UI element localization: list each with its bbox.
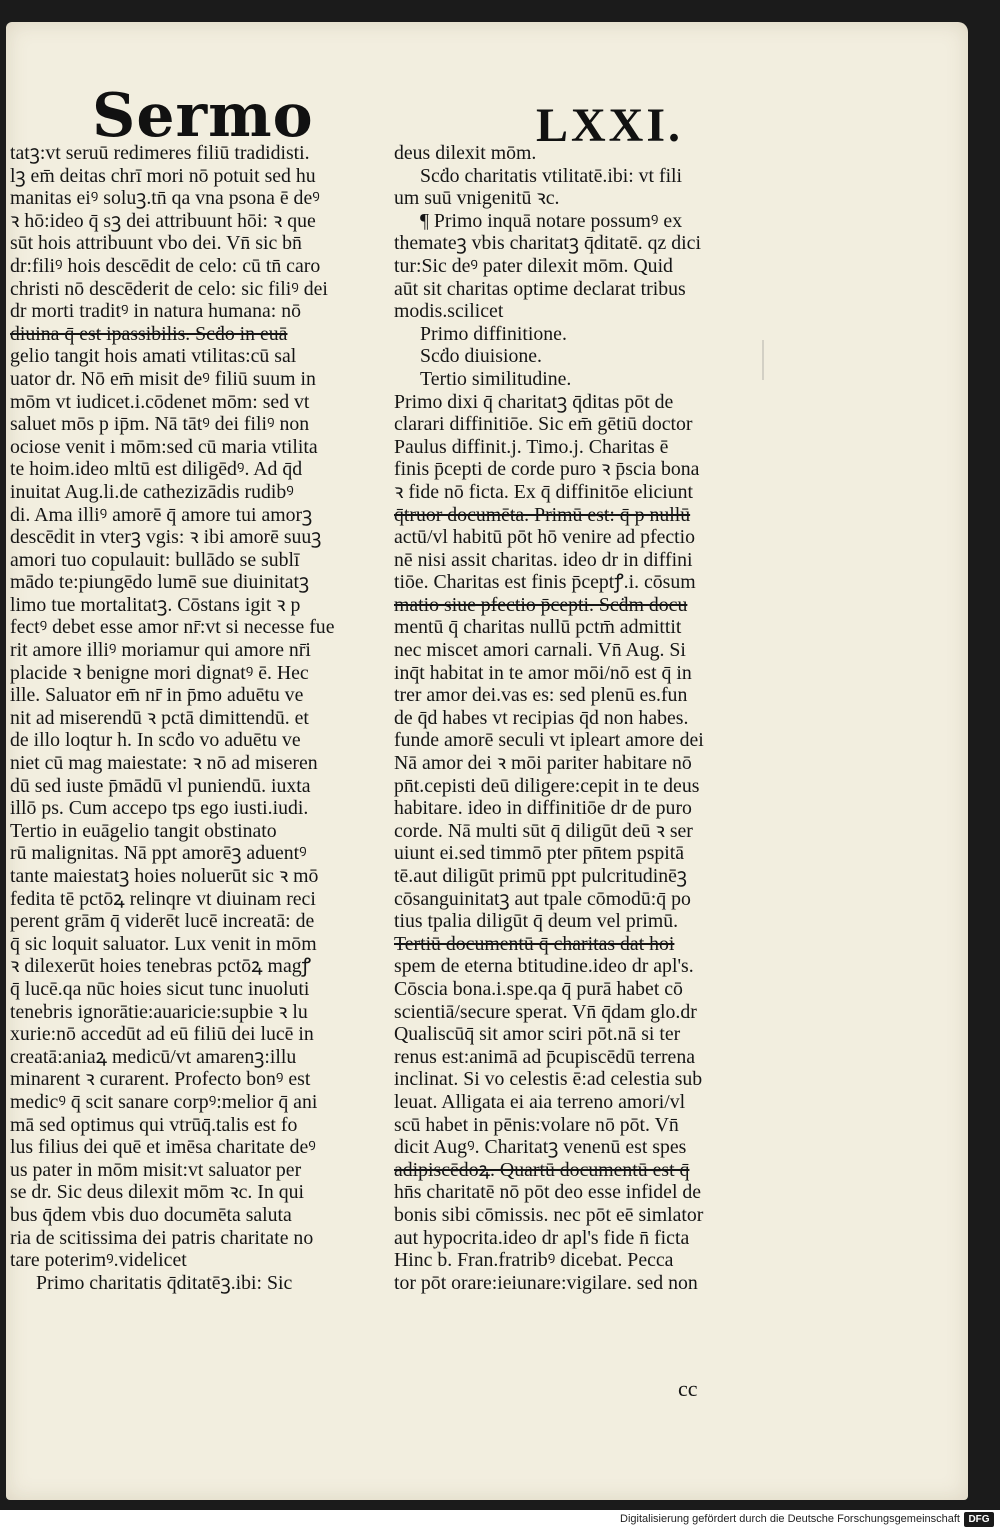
text-line: descēdit in vterꝫ vgis: ꝛ ibi amorē suuꝫ — [10, 526, 322, 549]
text-line: saluet mōs p ip̄m. Nā tātꝰ dei filiꝰ non — [10, 413, 310, 436]
book-page — [6, 22, 968, 1500]
text-line: modis.scilicet — [394, 300, 504, 323]
text-line: Primo charitatis q̄ditatēꝫ.ibi: Sic — [36, 1271, 293, 1294]
text-line: inuitat Aug.li.de cathezizādis rudibꝰ — [10, 480, 294, 503]
text-line: limo tue mortalitatꝫ. Cōstans igit ꝛ p — [10, 593, 301, 616]
page-header — [6, 22, 968, 152]
text-line: actū/vl habitū pōt hō venire ad pfectio — [394, 526, 696, 549]
text-line: christi nō descēderit de celo: sic filiꝰ dei — [10, 277, 328, 300]
text-line: amori tuo copulauit: bullādo se sublī — [10, 548, 300, 571]
text-line: Cōscia bona.i.spe.qa q̄ purā habet cō — [394, 977, 683, 1000]
text-line: Scḋo diuisione. — [420, 345, 542, 368]
text-line: nē nisi assit charitas. ideo dr in diffini — [394, 548, 693, 571]
page-footer — [0, 1510, 1000, 1531]
text-line: se dr. Sic deus dilexit mōm ꝛc. In qui — [10, 1181, 304, 1204]
text-line: q̄ lucē.qa nūc hoies sicut tunc inuoluti — [10, 977, 310, 1000]
text-line: renus est:animā ad p̄cupiscēdū terrena — [394, 1045, 695, 1068]
text-line: nec miscet amori carnali. Vn̄ Aug. Si — [394, 639, 686, 662]
text-line: spem de eterna btitudine.ideo dr apl's. — [394, 955, 694, 978]
text-line: Tertio in euāgelio tangit obstinato — [10, 819, 277, 842]
text-line: Tertio similitudine. — [420, 367, 572, 390]
text-line: tur:Sic deꝰ pater dilexit mōm. Quid — [394, 254, 673, 277]
text-line: minarent ꝛ curarent. Profecto bonꝰ est — [10, 1068, 311, 1091]
dfg-logo: DFG — [964, 1512, 994, 1527]
text-line: ille. Saluator em̄ nr̄ in p̄mo aduētu ve — [10, 684, 304, 707]
folio-number: LXXI. — [536, 99, 684, 152]
text-line: q̄truor documēta. Primū est: q̄ p nullū — [394, 503, 691, 526]
text-line: niet cū mag maiestate: ꝛ nō ad miseren — [10, 752, 318, 775]
text-line: ꝛ dilexerūt hoies tenebras pctōꝝ magꝭ — [10, 955, 311, 978]
text-line: deus dilexit mōm. — [394, 142, 537, 164]
text-line: rū malignitas. Nā ppt amorēꝫ aduentꝰ — [10, 842, 307, 865]
text-line: creatā:aniaꝝ medicū/vt amarenꝫ:illu — [10, 1045, 297, 1068]
text-line: aut hypocrita.ideo dr apl's fide n̄ ficta — [394, 1226, 690, 1249]
text-line: aūt sit charitas optime declarat tribus — [394, 277, 686, 300]
text-line: Qualiscūq̄ sit amor sciri pōt.nā si ter — [394, 1023, 681, 1046]
text-line: sūt hois attribuunt vbo dei. Vn̄ sic bn̄ — [10, 232, 302, 255]
text-line: funde amorē seculi vt ipleart amore dei — [394, 729, 704, 752]
text-line: tatꝫ:vt seruū redimeres filiū tradidisti. — [10, 142, 310, 164]
digitization-credit: Digitalisierung gefördert durch die Deutsche Forschungsgemeinschaft — [620, 1513, 960, 1525]
text-line: ꝛ fide nō ficta. Ex q̄ diffinitōe eliciunt — [394, 480, 694, 503]
signature-mark: cc — [678, 1376, 698, 1401]
text-line: inclinat. Si vo celestis ē:ad celestia sub — [394, 1068, 703, 1091]
text-line: scū habet in pēnis:volare nō pōt. Vn̄ — [394, 1113, 679, 1136]
text-line: di. Ama illiꝰ amorē q̄ amore tui amorꝫ — [10, 503, 313, 526]
text-line: rit amore illiꝰ moriamur qui amore nr̄i — [10, 639, 311, 662]
text-line: Primo diffinitione. — [420, 322, 567, 345]
text-line: finis p̄cepti de corde puro ꝛ p̄scia bona — [394, 458, 700, 481]
text-line: uiunt ei.sed timmō pter pn̄tem pspitā — [394, 842, 685, 865]
text-line: clarari diffinitiōe. Sic em̄ gētiū doctor — [394, 413, 693, 436]
text-line: Paulus diffinit.j. Timo.j. Charitas ē — [394, 435, 669, 458]
text-line: us pater in mōm misit:vt saluator per — [10, 1158, 302, 1181]
text-line: dr morti traditꝰ in natura humana: nō — [10, 300, 302, 323]
text-line: perent grām q̄ viderēt lucē increatā: de — [10, 910, 315, 933]
text-line: manitas eiꝰ soluꝫ.tn̄ qa vna psona ē deꝰ — [10, 187, 320, 210]
text-line: leuat. Alligata ei aia terreno amori/vl — [394, 1090, 686, 1113]
text-line: tare poterimꝰ.videlicet — [10, 1249, 187, 1272]
text-line: trer amor dei.vas es: sed plenū es.fun — [394, 684, 688, 707]
text-line: ¶ Primo inquā notare possumꝰ ex — [420, 209, 683, 232]
text-line: mentū q̄ charitas nullū pctm̄ admittit — [394, 616, 682, 639]
text-line: cōsanguinitatꝫ aut tpale cōmodū:q̄ po — [394, 887, 691, 910]
text-line: um suū vnigenitū ꝛc. — [394, 187, 560, 210]
text-line: dr:filiꝰ hois descēdit de celo: cū tn̄ caro — [10, 254, 321, 277]
text-line: lus filius dei quē et imēsa charitate deꝰ — [10, 1136, 316, 1159]
text-line: Nā amor dei ꝛ mōi pariter habitare nō — [394, 752, 692, 775]
text-line: medicꝰ q̄ scit sanare corpꝰ:melior q̄ ani — [10, 1090, 318, 1113]
text-line: mā sed optimus qui vtrūq̄.talis est fo — [10, 1113, 298, 1136]
text-line: gelio tangit hois amati vtilitas:cū sal — [10, 345, 297, 368]
text-line: illō ps. Cum accepo tps ego iusti.iudi. — [10, 797, 309, 820]
text-line: tante maiestatꝫ hoies noluerūt sic ꝛ mō — [10, 865, 319, 887]
text-line: corde. Nā multi sūt q̄ diligūt deū ꝛ ser — [394, 819, 693, 842]
text-line: q̄ sic loquit saluator. Lux venit in mōm — [10, 932, 317, 955]
text-line: adipiscēdoꝝ. Quartū documentū est q̄ — [394, 1158, 690, 1181]
text-line: ociose venit i mōm:sed cū maria vtilita — [10, 435, 318, 458]
text-line: Tertiū documentū q̄ charitas dat hoi — [394, 932, 675, 955]
margin-mark — [762, 340, 764, 380]
text-line: tiōe. Charitas est finis p̄ceptꝭ.i. cōsum — [394, 571, 696, 594]
text-line: bonis sibi cōmissis. nec pōt eē simlator — [394, 1203, 704, 1226]
text-line: mādo te:piungēdo lumē sue diuinitatꝫ — [10, 571, 310, 594]
left-text-column — [10, 142, 390, 1294]
text-line: bus q̄dem vbis duo documēta saluta — [10, 1203, 292, 1226]
text-line: dicit Augꝰ. Charitatꝫ venenū est spes — [394, 1136, 687, 1159]
text-line: fedita tē pctōꝝ relinqre vt diuinam reci — [10, 887, 316, 910]
running-title: Sermo — [92, 81, 314, 151]
text-line: Hinc b. Fran.fratribꝰ dicebat. Pecca — [394, 1249, 674, 1272]
text-line: Primo dixi q̄ charitatꝫ q̄ditas pōt de — [394, 390, 674, 413]
text-line: Scḋo charitatis vtilitatē.ibi: vt fili — [420, 164, 683, 187]
text-line: tor pōt orare:ieiunare:vigilare. sed non — [394, 1271, 698, 1294]
text-line: placide ꝛ benigne mori dignatꝰ ē. Hec — [10, 661, 309, 684]
text-line: tē.aut diligūt primū ppt pulcritudinēꝫ — [394, 865, 688, 887]
text-line: de illo loqtur h. In scḋo vo aduētu ve — [10, 729, 301, 752]
text-line: uator dr. Nō em̄ misit deꝰ filiū suum in — [10, 367, 316, 390]
text-line: nit ad miserendū ꝛ pctā dimittendū. et — [10, 706, 309, 729]
text-line: lꝫ em̄ deitas chrī mori nō potuit sed hu — [10, 164, 316, 187]
text-line: de q̄d habes vt recipias q̄d non habes. — [394, 706, 689, 729]
text-line: tius tpalia diligūt q̄ deum vel primū. — [394, 910, 679, 933]
text-line: matio siue pfectio p̄cepti. Scḋm docu — [394, 593, 688, 616]
text-line: te hoim.ideo mltū est diligēdꝰ. Ad q̄d — [10, 458, 303, 481]
text-line: hn̄s charitatē nō pōt deo esse infidel de — [394, 1181, 702, 1204]
text-line: fectꝰ debet esse amor nr̄:vt si necesse fue — [10, 616, 335, 639]
text-line: ꝛ hō:ideo q̄ sꝫ dei attribuunt hōi: ꝛ que — [10, 209, 316, 232]
text-line: ria de scitissima dei patris charitate no — [10, 1226, 314, 1249]
text-line: tenebris ignorātie:auaricie:supbie ꝛ lu — [10, 1000, 308, 1023]
right-text-column — [394, 142, 766, 1294]
text-line: scientiā/secure sperat. Vn̄ q̄dam glo.dr — [394, 1000, 697, 1023]
text-line: diuina q̄ est ipassibilis. Scḋo in euā — [10, 322, 288, 345]
text-line: inq̄t habitat in te amor mōi/nō est q̄ in — [394, 661, 692, 684]
text-line: pn̄t.cepisti deū diligere:cepit in te deus — [394, 774, 700, 797]
text-line: xurie:nō accedūt ad eū filiū dei lucē in — [10, 1023, 314, 1046]
text-line: mōm vt iudicet.i.cōdenet mōm: sed vt — [10, 390, 310, 413]
text-line: themateꝫ vbis charitatꝫ q̄ditatē. qz dici — [394, 232, 701, 255]
text-line: dū sed iuste p̄mādū vl puniendū. iuxta — [10, 774, 311, 797]
text-line: habitare. ideo in diffinitiōe dr de puro — [394, 797, 692, 820]
